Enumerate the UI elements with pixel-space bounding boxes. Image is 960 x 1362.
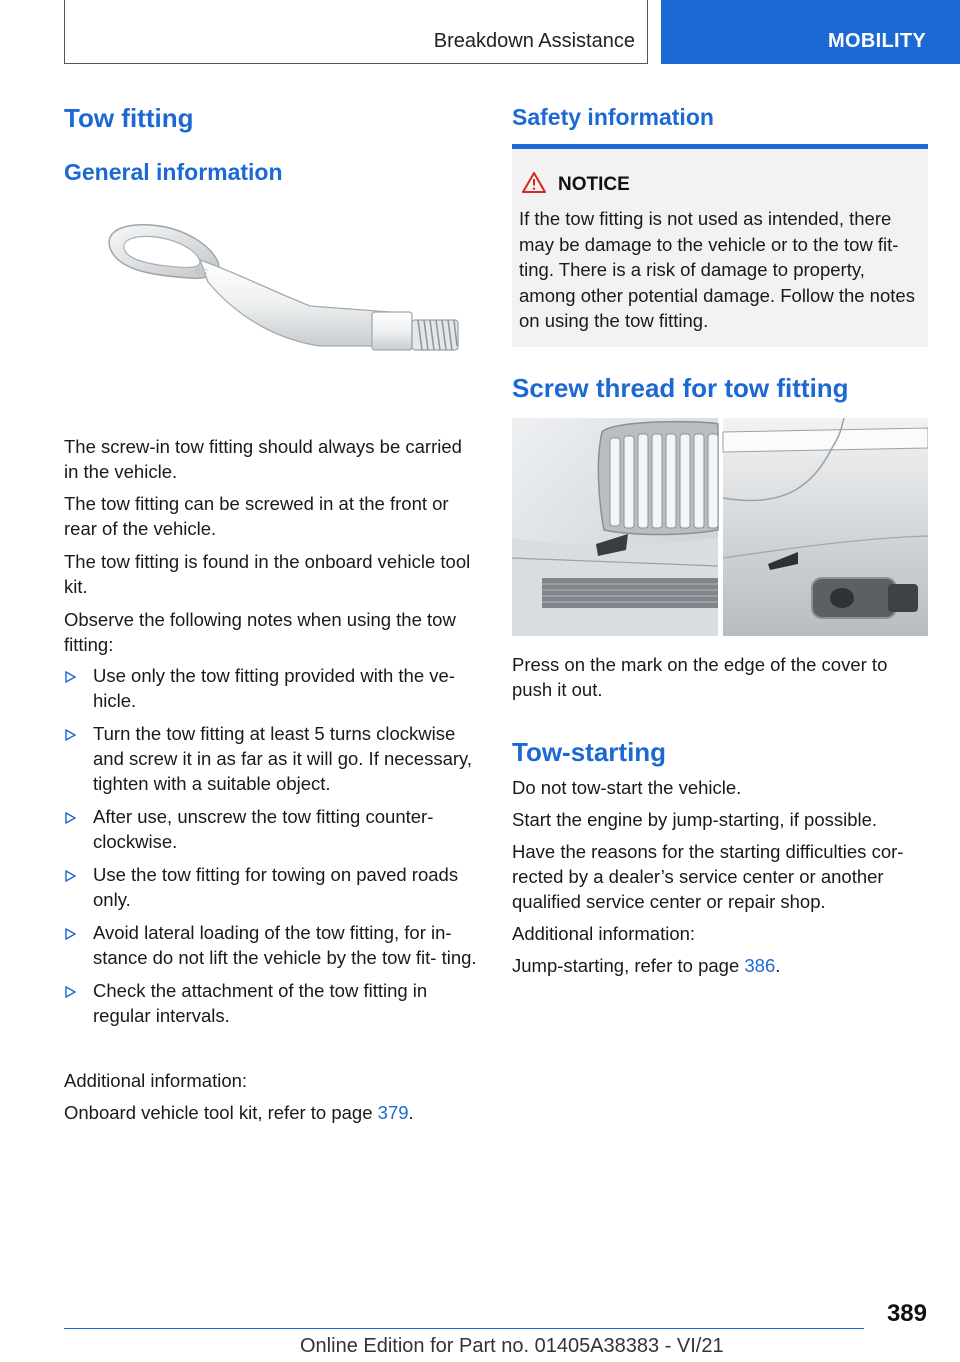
list-item (64, 804, 478, 854)
section-title-safety: Safety information (512, 104, 714, 130)
footer-divider (64, 1328, 864, 1329)
bullet-text: Check the attachment of the tow fitting in regular intervals. (93, 980, 428, 1026)
header-chapter-tab (661, 0, 960, 64)
paragraph-no-tow-start: Do not tow-start the vehicle. (512, 777, 742, 798)
paragraph-screw-location: The tow fitting can be screwed in at the front or rear of the vehicle. (64, 493, 449, 539)
triangle-bullet-icon (64, 812, 76, 824)
additional-info-label: Additional information: (64, 1070, 248, 1091)
bullet-text: Avoid lateral loading of the tow fitting, for in‐ stance do not lift the vehicle by the tow fit‐ ting. (93, 922, 477, 968)
list-item (64, 978, 478, 1028)
header-section-title: Breakdown Assistance (433, 30, 635, 52)
tool-kit-reference (64, 1100, 478, 1125)
triangle-bullet-icon (64, 729, 76, 741)
notice-title: NOTICE (558, 174, 630, 195)
reference-end: . (775, 955, 781, 976)
bullet-text: Use only the tow fitting provided with the ve‐ hicle. (93, 665, 455, 711)
reference-text: Onboard vehicle tool kit, refer to page (64, 1102, 378, 1123)
screw-thread-cover-image (512, 418, 928, 636)
bullet-text: Turn the tow fitting at least 5 turns clockwise and screw it in as far as it will go. If necessary, tighten with a suitable object. (93, 723, 473, 794)
header-section-box (64, 0, 648, 64)
triangle-bullet-icon (64, 870, 76, 882)
page-title: Tow fitting (64, 103, 194, 133)
section-title-screw-thread: Screw thread for tow fitting (512, 373, 849, 403)
paragraph-observe: Observe the following notes when using the tow fitting: (64, 609, 456, 655)
list-item (64, 920, 478, 970)
bullet-text: Use the tow fitting for towing on paved roads only. (93, 864, 459, 910)
triangle-bullet-icon (64, 928, 76, 940)
paragraph-carry: The screw-in tow fitting should always be carried in the vehicle. (64, 436, 462, 482)
section-title-general: General information (64, 159, 283, 185)
tow-fitting-image (90, 220, 470, 370)
footer-edition: Online Edition for Part no. 01405A38383 - VI/21 (300, 1335, 724, 1357)
svg-text:BG: BG (193, 265, 209, 279)
triangle-bullet-icon (64, 986, 76, 998)
page-link-386[interactable]: 386 (744, 955, 776, 976)
triangle-bullet-icon (64, 671, 76, 683)
notice-text: If the tow fitting is not used as intended, there may be damage to the vehicle or to the tow fit‐ ting. There is a risk of damage to property, among other potential damage. Follow the notes on using the tow fitting. (519, 208, 915, 331)
notice-box (512, 144, 928, 347)
reference-text: Jump-starting, refer to page (512, 955, 745, 976)
section-title-tow-starting: Tow-starting (512, 737, 667, 767)
additional-info-label-right: Additional information: (512, 923, 696, 944)
paragraph-tool-kit: The tow fitting is found in the onboard vehicle tool kit. (64, 551, 471, 597)
page-link-379[interactable]: 379 (377, 1102, 409, 1123)
paragraph-starting-difficulties: Have the reasons for the starting difficulties cor‐ rected by a dealer’s service center or another qualified service center or repair shop. (512, 841, 904, 912)
page-number: 389 (886, 1300, 927, 1327)
bullet-text: After use, unscrew the tow fitting counter‐ clockwise. (93, 806, 434, 852)
header-chapter-label: MOBILITY (828, 30, 926, 52)
warning-triangle-icon (521, 171, 547, 195)
list-item (64, 721, 478, 796)
bullet-list (64, 663, 478, 1034)
paragraph-press-mark: Press on the mark on the edge of the cover to push it out. (512, 654, 888, 700)
list-item (64, 663, 478, 713)
list-item (64, 862, 478, 912)
reference-end: . (408, 1102, 414, 1123)
jump-starting-reference (512, 953, 928, 978)
paragraph-jump-start: Start the engine by jump-starting, if possible. (512, 809, 878, 830)
